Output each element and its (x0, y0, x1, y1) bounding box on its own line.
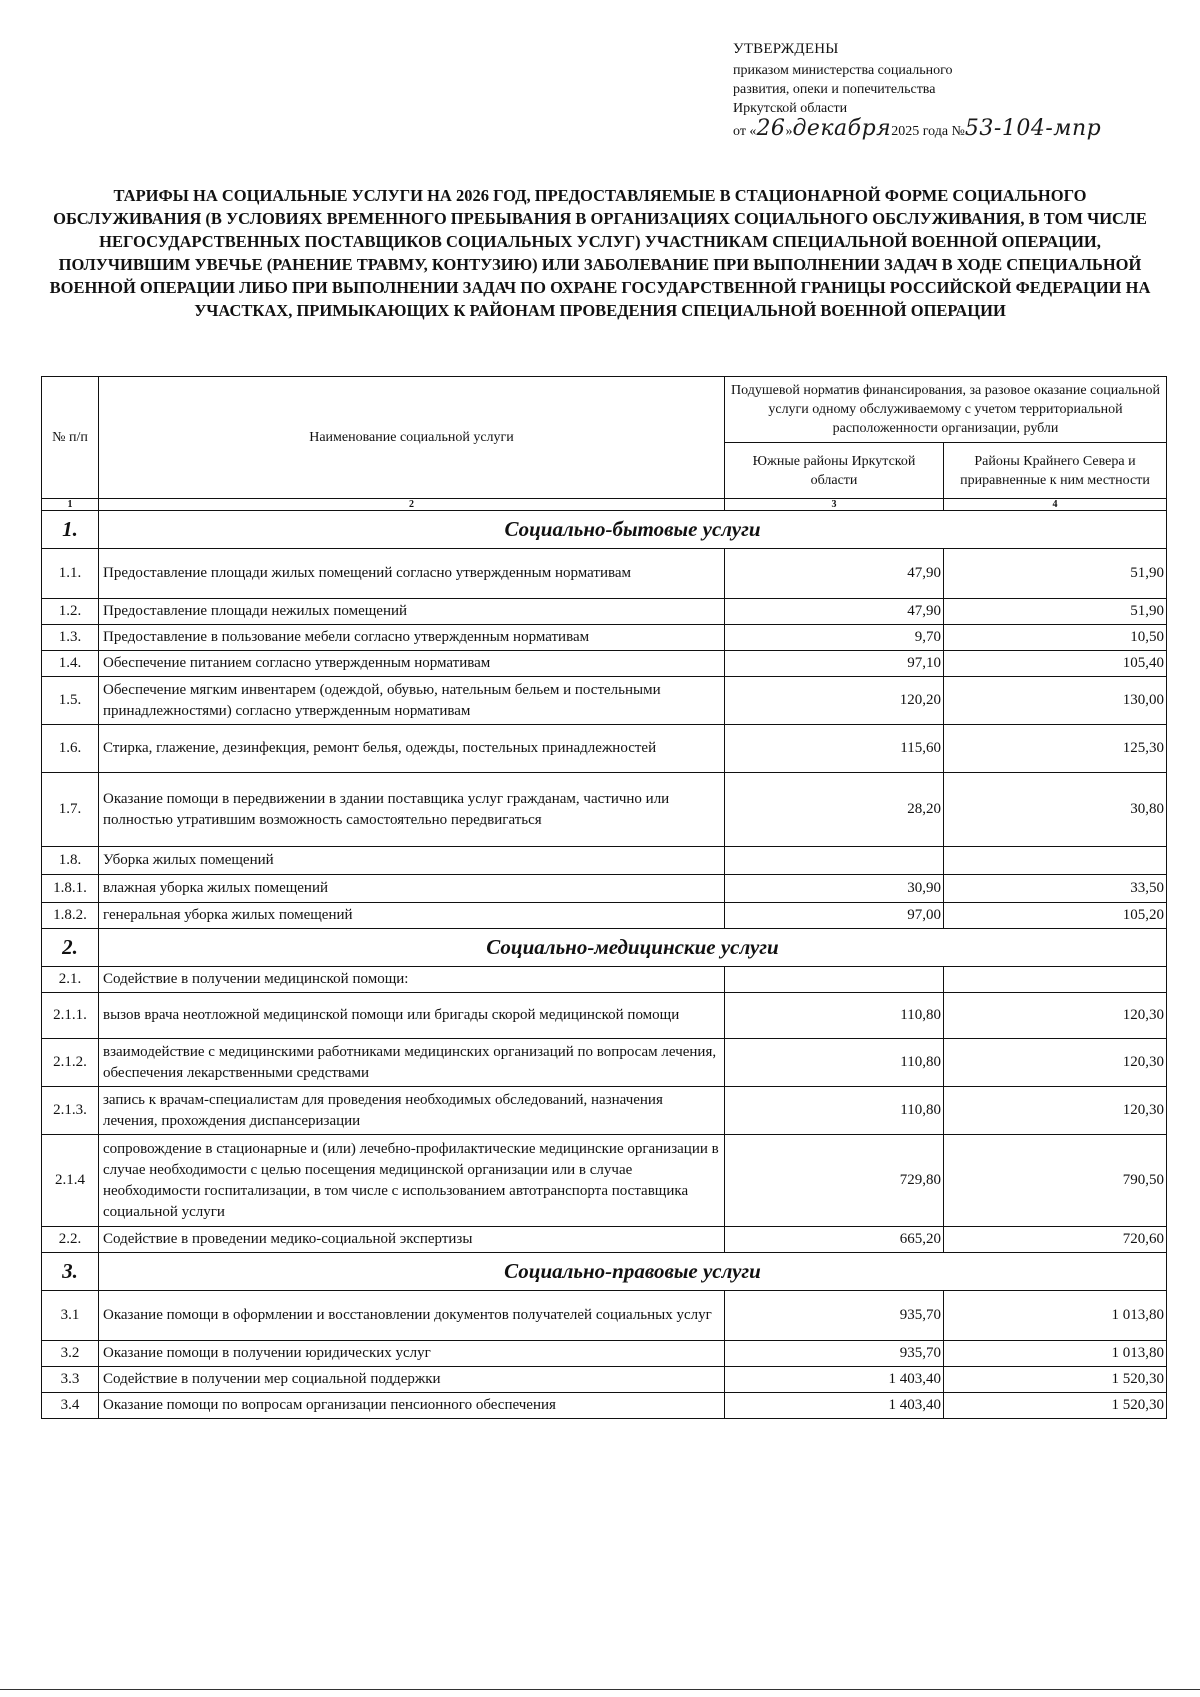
tariff-north: 10,50 (944, 625, 1167, 651)
approval-stamp (733, 40, 1173, 141)
row-number: 3.3 (42, 1367, 99, 1393)
table-row (42, 1087, 1167, 1135)
row-number: 1.5. (42, 677, 99, 725)
date-month: декабря (792, 116, 892, 141)
header-north: Районы Крайнего Севера и приравненные к ним местности (944, 443, 1167, 499)
header-group: Подушевой норматив финансирования, за разовое оказание социальной услуги одному обслуживаемому с учетом территориальной расположенности организации, рубли (725, 377, 1167, 443)
row-number: 2.1.1. (42, 993, 99, 1039)
tariff-south: 115,60 (725, 725, 944, 773)
column-number: 3 (725, 499, 944, 511)
section-row (42, 1253, 1167, 1291)
service-name: Содействие в получении мер социальной поддержки (99, 1367, 725, 1393)
service-name: Содействие в получении медицинской помощи: (99, 967, 725, 993)
table-body (42, 499, 1167, 1419)
table-row (42, 1135, 1167, 1227)
tariff-north: 1 013,80 (944, 1341, 1167, 1367)
tariff-north: 120,30 (944, 1087, 1167, 1135)
service-name: Оказание помощи в получении юридических услуг (99, 1341, 725, 1367)
tariff-south: 47,90 (725, 549, 944, 599)
section-title: Социально-медицинские услуги (99, 929, 1167, 967)
section-title: Социально-правовые услуги (99, 1253, 1167, 1291)
tariff-north: 51,90 (944, 599, 1167, 625)
row-number: 2.2. (42, 1227, 99, 1253)
table-row (42, 847, 1167, 875)
tariff-north: 33,50 (944, 875, 1167, 903)
row-number: 2.1.3. (42, 1087, 99, 1135)
header-num: № п/п (42, 377, 99, 499)
tariff-south: 110,80 (725, 1039, 944, 1087)
approval-line: Иркутской области (733, 101, 848, 116)
table-row (42, 903, 1167, 929)
service-name: Обеспечение питанием согласно утвержденным нормативам (99, 651, 725, 677)
service-name: Содействие в проведении медико-социальной экспертизы (99, 1227, 725, 1253)
tariff-north: 30,80 (944, 773, 1167, 847)
tariff-south: 30,90 (725, 875, 944, 903)
tariff-south: 9,70 (725, 625, 944, 651)
tariff-north: 1 013,80 (944, 1291, 1167, 1341)
tariff-south: 120,20 (725, 677, 944, 725)
tariff-south: 935,70 (725, 1341, 944, 1367)
document-title: ТАРИФЫ НА СОЦИАЛЬНЫЕ УСЛУГИ НА 2026 ГОД, ПРЕДОСТАВЛЯЕМЫЕ В СТАЦИОНАРНОЙ ФОРМЕ СОЦИАЛЬНОГО ОБСЛУЖИВАНИЯ (В УСЛОВИЯХ ВРЕМЕННОГО ПРЕБЫВАНИЯ В ОРГАНИЗАЦИЯХ СОЦИАЛЬНОГО ОБСЛУЖИВАНИЯ, В ТОМ ЧИСЛЕ НЕГОСУДАРСТВЕННЫХ ПОСТАВЩИКОВ СОЦИАЛЬНЫХ УСЛУГ) УЧАСТНИКАМ СПЕЦИАЛЬНОЙ ВОЕННОЙ ОПЕРАЦИИ, ПОЛУЧИВШИМ УВЕЧЬЕ (РАНЕНИЕ ТРАВМУ, КОНТУЗИЮ) ИЛИ ЗАБОЛЕВАНИЕ ПРИ ВЫПОЛНЕНИИ ЗАДАЧ В ХОДЕ СПЕЦИАЛЬНОЙ ВОЕННОЙ ОПЕРАЦИИ ЛИБО ПРИ ВЫПОЛНЕНИИ ЗАДАЧ ПО ОХРАНЕ ГОСУДАРСТВЕННОЙ ГРАНИЦЫ РОССИЙСКОЙ ФЕДЕРАЦИИ НА УЧАСТКАХ, ПРИМЫКАЮЩИХ К РАЙОНАМ ПРОВЕДЕНИЯ СПЕЦИАЛЬНОЙ ВОЕННОЙ ОПЕРАЦИИ (49, 186, 1151, 320)
tariff-south: 97,00 (725, 903, 944, 929)
table-row (42, 875, 1167, 903)
service-name: запись к врачам-специалистам для проведения необходимых обследований, назначения лечения, прохождения диспансеризации (99, 1087, 725, 1135)
approval-line: развития, опеки и попечительства (733, 82, 936, 97)
tariff-north: 1 520,30 (944, 1367, 1167, 1393)
row-number: 1.6. (42, 725, 99, 773)
table-row (42, 1341, 1167, 1367)
tariff-north: 125,30 (944, 725, 1167, 773)
service-name: сопровождение в стационарные и (или) лечебно-профилактические медицинские организации в случае необходимости с целью посещения медицинской организации или в случае необходимости госпитализации, в том числе с использованием автотранспорта поставщика социальной услуги (99, 1135, 725, 1227)
row-number: 2.1. (42, 967, 99, 993)
tariff-north: 130,00 (944, 677, 1167, 725)
tariff-north (944, 967, 1167, 993)
table-row (42, 549, 1167, 599)
table-row (42, 677, 1167, 725)
service-name: взаимодействие с медицинскими работниками медицинских организаций по вопросам лечения, обеспечения лекарственными средствами (99, 1039, 725, 1087)
table-row (42, 773, 1167, 847)
section-row (42, 511, 1167, 549)
tariff-south: 47,90 (725, 599, 944, 625)
tariff-south (725, 967, 944, 993)
page-bottom-rule (0, 1689, 1200, 1690)
tariff-north: 105,40 (944, 651, 1167, 677)
service-name: влажная уборка жилых помещений (99, 875, 725, 903)
table-row (42, 651, 1167, 677)
date-year: 2025 года № (891, 124, 965, 139)
order-number: 53-104-мпр (964, 116, 1102, 141)
section-row (42, 929, 1167, 967)
service-name: Предоставление в пользование мебели согласно утвержденным нормативам (99, 625, 725, 651)
tariff-north: 120,30 (944, 1039, 1167, 1087)
row-number: 3.4 (42, 1393, 99, 1419)
tariff-south: 1 403,40 (725, 1393, 944, 1419)
tariff-south: 1 403,40 (725, 1367, 944, 1393)
section-title: Социально-бытовые услуги (99, 511, 1167, 549)
service-name: генеральная уборка жилых помещений (99, 903, 725, 929)
table-row (42, 1393, 1167, 1419)
table-row (42, 625, 1167, 651)
table-row (42, 993, 1167, 1039)
date-mid: » (785, 124, 793, 139)
service-name: Предоставление площади нежилых помещений (99, 599, 725, 625)
row-number: 1.2. (42, 599, 99, 625)
row-number: 2.1.2. (42, 1039, 99, 1087)
header-south: Южные районы Иркутской области (725, 443, 944, 499)
tariff-south: 28,20 (725, 773, 944, 847)
table-row (42, 967, 1167, 993)
tariff-south: 935,70 (725, 1291, 944, 1341)
column-number: 2 (99, 499, 725, 511)
tariff-south: 110,80 (725, 993, 944, 1039)
tariff-south (725, 847, 944, 875)
tariff-south: 665,20 (725, 1227, 944, 1253)
row-number: 1.8.1. (42, 875, 99, 903)
table-row (42, 1367, 1167, 1393)
table-row (42, 725, 1167, 773)
tariff-south: 110,80 (725, 1087, 944, 1135)
section-number: 1. (42, 511, 99, 549)
service-name: Уборка жилых помещений (99, 847, 725, 875)
tariff-south: 97,10 (725, 651, 944, 677)
row-number: 1.7. (42, 773, 99, 847)
table-row (42, 1039, 1167, 1087)
service-name: Оказание помощи в оформлении и восстановлении документов получателей социальных услуг (99, 1291, 725, 1341)
row-number: 2.1.4 (42, 1135, 99, 1227)
row-number: 3.1 (42, 1291, 99, 1341)
row-number: 1.8. (42, 847, 99, 875)
header-name: Наименование социальной услуги (99, 377, 725, 499)
tariff-south: 729,80 (725, 1135, 944, 1227)
date-prefix: от « (733, 124, 757, 139)
tariff-north: 105,20 (944, 903, 1167, 929)
row-number: 1.4. (42, 651, 99, 677)
section-number: 2. (42, 929, 99, 967)
column-numbers-row (42, 499, 1167, 511)
approval-title: УТВЕРЖДЕНЫ (733, 41, 839, 57)
section-number: 3. (42, 1253, 99, 1291)
approval-line: приказом министерства социального (733, 63, 953, 78)
column-number: 1 (42, 499, 99, 511)
service-name: Обеспечение мягким инвентарем (одеждой, обувью, нательным бельем и постельными принадлежностями) согласно утвержденным нормативам (99, 677, 725, 725)
column-number: 4 (944, 499, 1167, 511)
tariff-north: 720,60 (944, 1227, 1167, 1253)
order-date-line (733, 116, 1173, 141)
row-number: 3.2 (42, 1341, 99, 1367)
service-name: Оказание помощи по вопросам организации пенсионного обеспечения (99, 1393, 725, 1419)
tariff-north: 790,50 (944, 1135, 1167, 1227)
row-number: 1.8.2. (42, 903, 99, 929)
table-row (42, 1291, 1167, 1341)
service-name: Предоставление площади жилых помещений согласно утвержденным нормативам (99, 549, 725, 599)
tariff-north: 120,30 (944, 993, 1167, 1039)
tariff-north: 51,90 (944, 549, 1167, 599)
table-row (42, 599, 1167, 625)
service-name: вызов врача неотложной медицинской помощи или бригады скорой медицинской помощи (99, 993, 725, 1039)
tariffs-table (41, 376, 1167, 1419)
tariff-north (944, 847, 1167, 875)
date-day: 26 (756, 116, 786, 141)
row-number: 1.3. (42, 625, 99, 651)
service-name: Оказание помощи в передвижении в здании поставщика услуг гражданам, частично или полностью утратившим возможность самостоятельно передвигаться (99, 773, 725, 847)
service-name: Стирка, глажение, дезинфекция, ремонт белья, одежды, постельных принадлежностей (99, 725, 725, 773)
tariff-north: 1 520,30 (944, 1393, 1167, 1419)
row-number: 1.1. (42, 549, 99, 599)
table-row (42, 1227, 1167, 1253)
